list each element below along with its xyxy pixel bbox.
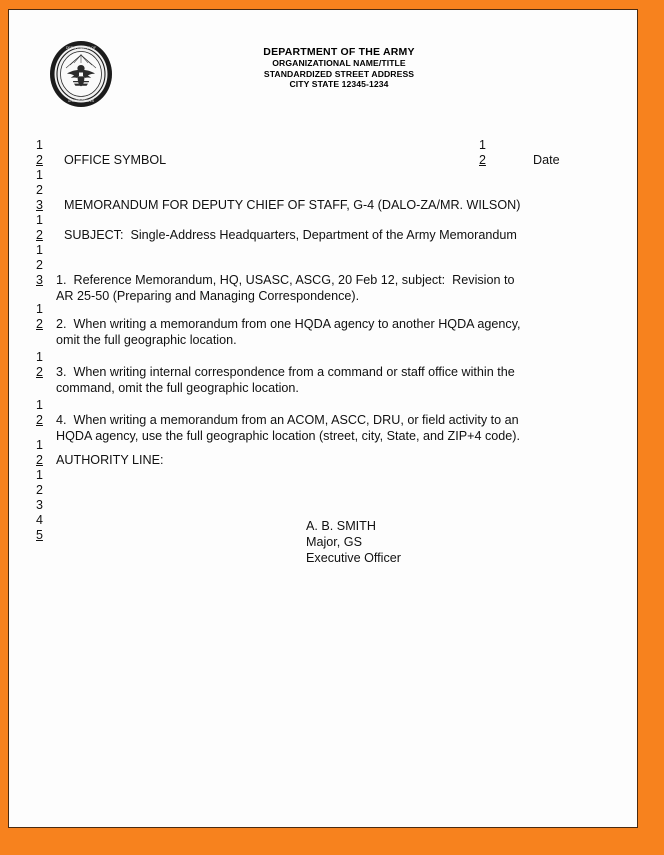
- line-mark: 2: [36, 413, 43, 427]
- line-mark: 2: [36, 228, 43, 242]
- line-mark: 2: [36, 153, 43, 167]
- signature-name: A. B. SMITH: [306, 519, 376, 533]
- subject-line: SUBJECT: Single-Address Headquarters, Department of the Army Memorandum: [64, 228, 517, 242]
- paragraph-1-line-1: 1. Reference Memorandum, HQ, USASC, ASCG, 20 Feb 12, subject: Revision to: [56, 273, 515, 287]
- memorandum-for-line: MEMORANDUM FOR DEPUTY CHIEF OF STAFF, G-4 (DALO-ZA/MR. WILSON): [64, 198, 521, 212]
- line-mark: 1: [36, 213, 43, 227]
- date-label: Date: [533, 153, 560, 167]
- line-mark: 2: [36, 453, 43, 467]
- letterhead: [9, 10, 637, 115]
- date-line-mark: 2: [479, 153, 486, 167]
- signature-title: Executive Officer: [306, 551, 401, 565]
- paragraph-4-line-1: 4. When writing a memorandum from an ACOM, ASCC, DRU, or field activity to an: [56, 413, 519, 427]
- department-of-defense-seal-icon: [46, 39, 116, 109]
- line-mark: 2: [36, 183, 43, 197]
- line-mark: 2: [36, 483, 43, 497]
- letterhead-address-block: [159, 46, 519, 89]
- authority-line: AUTHORITY LINE:: [56, 453, 164, 467]
- line-mark: 3: [36, 198, 43, 212]
- line-mark: 5: [36, 528, 43, 542]
- letterhead-line-2: ORGANIZATIONAL NAME/TITLE: [272, 58, 406, 69]
- line-mark: 1: [36, 398, 43, 412]
- paragraph-2-line-2: omit the full geographic location.: [56, 333, 237, 347]
- svg-text:DEPARTMENT OF: DEPARTMENT OF: [65, 46, 97, 50]
- line-mark: 1: [36, 138, 43, 152]
- line-mark: 4: [36, 513, 43, 527]
- line-mark: 1: [36, 243, 43, 257]
- line-mark: 2: [36, 258, 43, 272]
- office-symbol-label: OFFICE SYMBOL: [64, 153, 167, 167]
- line-mark: 2: [36, 317, 43, 331]
- paragraph-3-line-1: 3. When writing internal correspondence from a command or staff office within the: [56, 365, 515, 379]
- paragraph-2-line-1: 2. When writing a memorandum from one HQDA agency to another HQDA agency,: [56, 317, 521, 331]
- paragraph-4-line-2: HQDA agency, use the full geographic location (street, city, State, and ZIP+4 code).: [56, 429, 520, 443]
- memorandum-page: [9, 10, 637, 827]
- letterhead-line-4: CITY STATE 12345-1234: [289, 78, 389, 89]
- signature-rank: Major, GS: [306, 535, 362, 549]
- letterhead-line-3: STANDARDIZED STREET ADDRESS: [263, 68, 415, 79]
- svg-text:UNITED STATES: UNITED STATES: [67, 99, 95, 103]
- line-mark: 1: [36, 168, 43, 182]
- letterhead-line-1: DEPARTMENT OF THE ARMY: [263, 46, 415, 58]
- line-mark: 3: [36, 498, 43, 512]
- line-mark: 2: [36, 365, 43, 379]
- line-mark: 1: [36, 468, 43, 482]
- line-mark: 1: [36, 350, 43, 364]
- line-mark: 1: [36, 438, 43, 452]
- date-line-mark: 1: [479, 138, 486, 152]
- line-mark: 3: [36, 273, 43, 287]
- paragraph-1-line-2: AR 25-50 (Preparing and Managing Correspondence).: [56, 289, 360, 303]
- paragraph-3-line-2: command, omit the full geographic location.: [56, 381, 299, 395]
- line-mark: 1: [36, 302, 43, 316]
